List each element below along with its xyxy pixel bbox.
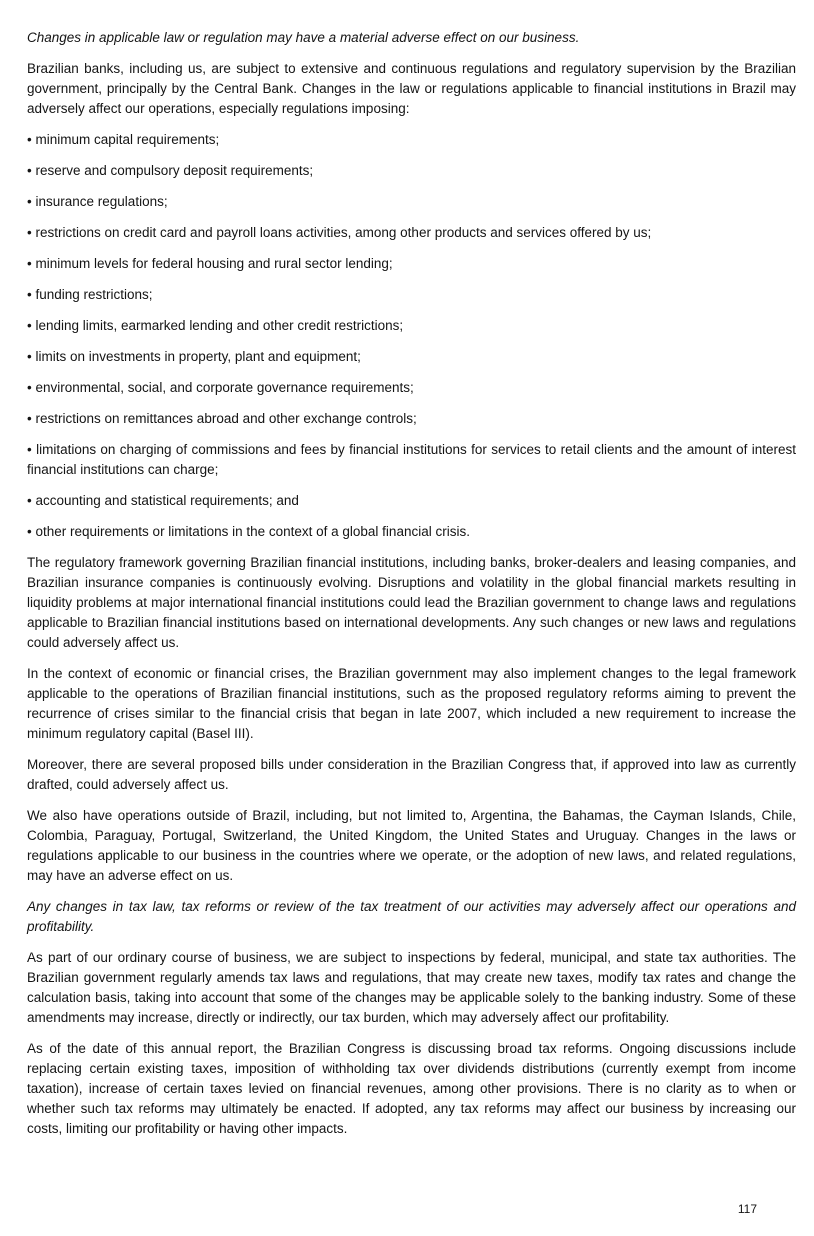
bullet-icon: • — [27, 349, 32, 364]
bullet-text: limitations on charging of commissions and fees by financial institutions for services to retail clients and the amount of interest financial institutions can charge; — [27, 442, 796, 477]
page-number: 117 — [737, 1202, 757, 1216]
paragraph: Brazilian banks, including us, are subject to extensive and continuous regulations and regulatory supervision by the Brazilian government, principally by the Central Bank. Changes in the law or regulations applicable to financial institutions in Brazil may adversely affect our operations, especially regulations imposing: — [27, 61, 796, 116]
bullet-icon: • — [27, 411, 32, 426]
bullet-item — [27, 130, 796, 150]
paragraph: As of the date of this annual report, the Brazilian Congress is discussing broad tax reforms. Ongoing discussions include replacing certain existing taxes, imposition of withholding tax over dividends distributions (currently exempt from income taxation), increase of certain taxes levied on financial revenues, among other provisions. There is no clarity as to when or whether such tax reforms may ultimately be enacted. If adopted, any tax reforms may affect our business by increasing our costs, limiting our profitability or having other impacts. — [27, 1041, 796, 1136]
bullet-icon: • — [27, 493, 32, 508]
bullet-text: restrictions on credit card and payroll loans activities, among other products and services offered by us; — [35, 225, 652, 240]
paragraph: The regulatory framework governing Brazilian financial institutions, including banks, broker-dealers and leasing companies, and Brazilian insurance companies is continuously evolving. Disruptions and volatility in the global financial markets resulting in liquidity problems at major international financial institutions could lead the Brazilian government to change laws and regulations applicable to Brazilian financial institutions based on international developments. Any such changes or new laws and regulations could adversely affect us. — [27, 555, 796, 650]
bullet-item — [27, 491, 796, 511]
bullet-item — [27, 161, 796, 181]
paragraph: In the context of economic or financial crises, the Brazilian government may also implement changes to the legal framework applicable to the operations of Brazilian financial institutions, such as the proposed regulatory reforms aiming to prevent the recurrence of crises similar to the financial crisis that began in late 2007, which included a new requirement to increase the minimum regulatory capital (Basel III). — [27, 666, 796, 741]
bullet-icon: • — [27, 318, 32, 333]
bullet-icon: • — [27, 380, 32, 395]
bullet-text: environmental, social, and corporate governance requirements; — [35, 380, 414, 395]
bullet-icon: • — [27, 194, 32, 209]
bullet-text: funding restrictions; — [35, 287, 153, 302]
bullet-text: accounting and statistical requirements; and — [35, 493, 299, 508]
bullet-text: minimum capital requirements; — [35, 132, 220, 147]
bullet-text: insurance regulations; — [35, 194, 168, 209]
bullet-item — [27, 522, 796, 542]
bullet-item — [27, 192, 796, 212]
bullet-item — [27, 347, 796, 367]
bullet-text: restrictions on remittances abroad and other exchange controls; — [35, 411, 417, 426]
paragraph: We also have operations outside of Brazil, including, but not limited to, Argentina, the Bahamas, the Cayman Islands, Chile, Colombia, Paraguay, Portugal, Switzerland, the United Kingdom, the United States and Uruguay. Changes in the laws or regulations applicable to our business in the countries where we operate, or the adoption of new laws, and related regulations, may have an adverse effect on us. — [27, 808, 796, 883]
bullet-item — [27, 254, 796, 274]
bullet-text: limits on investments in property, plant and equipment; — [35, 349, 361, 364]
bullet-icon: • — [27, 163, 32, 178]
risk-factor-heading: Any changes in tax law, tax reforms or review of the tax treatment of our activities may adversely affect our operations and profitability. — [27, 899, 796, 934]
bullet-icon: • — [27, 256, 32, 271]
bullet-text: lending limits, earmarked lending and other credit restrictions; — [35, 318, 404, 333]
bullet-text: minimum levels for federal housing and rural sector lending; — [35, 256, 393, 271]
bullet-icon: • — [27, 287, 32, 302]
paragraph: Moreover, there are several proposed bills under consideration in the Brazilian Congress that, if approved into law as currently drafted, could adversely affect us. — [27, 757, 796, 792]
bullet-icon: • — [27, 225, 32, 240]
bullet-item — [27, 316, 796, 336]
bullet-item — [27, 440, 796, 480]
bullet-icon: • — [27, 442, 32, 457]
bullet-icon: • — [27, 524, 32, 539]
bullet-item — [27, 223, 796, 243]
risk-factor-heading: Changes in applicable law or regulation may have a material adverse effect on our business. — [27, 30, 580, 45]
paragraph: As part of our ordinary course of business, we are subject to inspections by federal, municipal, and state tax authorities. The Brazilian government regularly amends tax laws and regulations, that may create new taxes, modify tax rates and change the calculation basis, taking into account that some of the changes may be applicable solely to the banking industry. Some of these amendments may increase, directly or indirectly, our tax burden, which may adversely affect our profitability. — [27, 950, 796, 1025]
bullet-item — [27, 285, 796, 305]
bullet-icon: • — [27, 132, 32, 147]
bullet-text: other requirements or limitations in the context of a global financial crisis. — [35, 524, 470, 539]
bullet-item — [27, 409, 796, 429]
bullet-text: reserve and compulsory deposit requirements; — [35, 163, 314, 178]
bullet-item — [27, 378, 796, 398]
